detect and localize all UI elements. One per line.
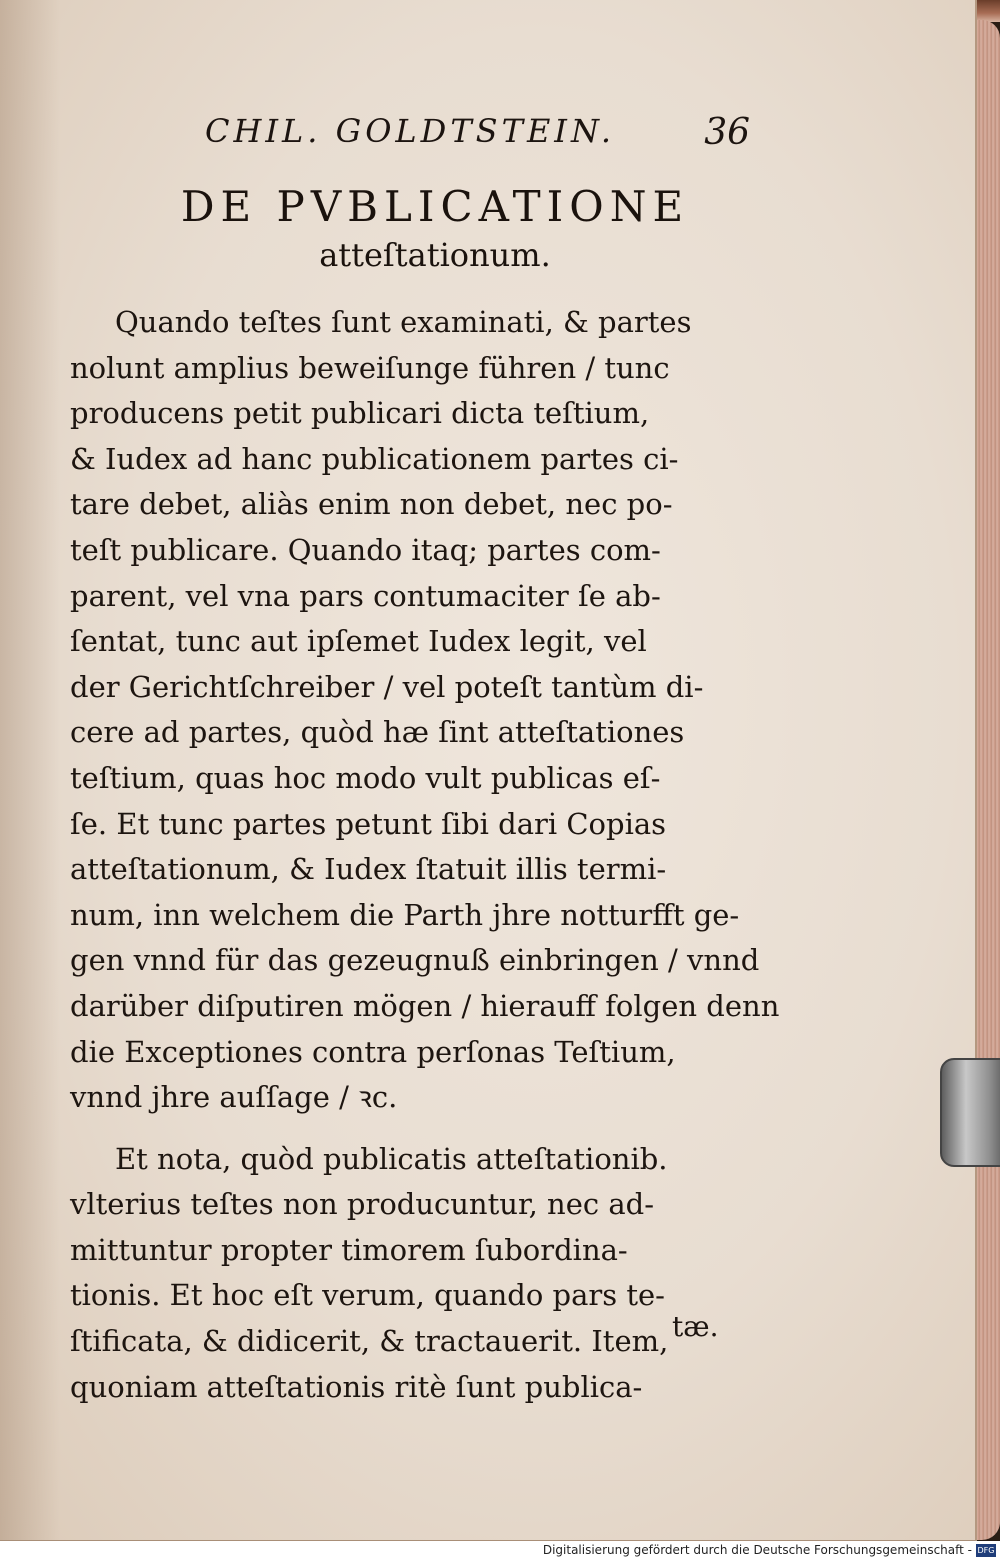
text-line: ſentat, tunc aut ipſemet Iudex legit, vel [70, 624, 647, 659]
text-line: Quando teſtes ſunt examinati, & partes [115, 305, 692, 339]
running-head-title: CHIL. GOLDTSTEIN. [205, 112, 616, 150]
text-line: gen vnnd für das gezeugnuß einbringen / vnnd [70, 943, 760, 978]
text-line: atteſtationum, & Iudex ſtatuit illis termi- [70, 852, 667, 887]
digitization-footer [0, 1541, 1000, 1561]
text-line: Et nota, quòd publicatis atteſtationib. [115, 1141, 668, 1176]
dfg-logo-icon: DFG [977, 1546, 995, 1555]
paragraph-1 [70, 300, 780, 1121]
section-heading-line1: DE PVBLICATIONE [180, 182, 690, 231]
text-line: vnnd jhre auſſage / ꝛc. [70, 1080, 398, 1115]
page-number: 36 [704, 112, 750, 153]
text-line: quoniam atteſtationis ritè ſunt publica- [70, 1369, 643, 1404]
section-heading-line2: atteſtationum. [319, 236, 551, 274]
text-line: mittuntur propter timorem ſubordina- [70, 1232, 628, 1267]
text-line: tionis. Et hoc eſt verum, quando pars te- [70, 1278, 665, 1313]
text-line: der Gerichtſchreiber / vel poteſt tantùm di- [70, 669, 704, 704]
paragraph-gap [70, 1121, 742, 1137]
paragraph-2 [70, 1137, 742, 1411]
text-line: die Exceptiones contra perſonas Teſtium, [70, 1034, 676, 1069]
section-heading [130, 182, 740, 278]
text-line: & Iudex ad hanc publicationem partes ci- [70, 441, 679, 476]
text-line: ſe. Et tunc partes petunt ſibi dari Copias [70, 806, 667, 841]
running-head [205, 112, 765, 162]
text-line: parent, vel vna pars contumaciter ſe ab- [70, 578, 661, 613]
text-line: teſtium, quas hoc modo vult publicas eſ- [70, 760, 661, 795]
text-line: producens petit publicari dicta teſtium, [70, 396, 650, 431]
footer-credit: Digitalisierung gefördert durch die Deutsche Forschungsgemeinschaft - [542, 1543, 972, 1557]
text-line: cere ad partes, quòd hæ ſint atteſtationes [70, 715, 685, 750]
text-line: num, inn welchem die Parth jhre notturfft ge- [70, 897, 740, 932]
text-line: ſtificata, & didicerit, & tractauerit. Item, [70, 1324, 669, 1359]
text-line: nolunt amplius beweiſunge führen / tunc [70, 350, 670, 385]
text-line: teſt publicare. Quando itaq; partes com- [70, 532, 661, 567]
text-line: darüber diſputiren mögen / hierauff folgen denn [70, 988, 780, 1023]
text-line: tare debet, aliàs enim non debet, nec po- [70, 487, 673, 522]
text-line: vlterius teſtes non producuntur, nec ad- [70, 1187, 655, 1222]
metal-clasp [940, 1058, 1000, 1167]
body-text [70, 300, 780, 1410]
catchword: tæ. [672, 1310, 719, 1343]
